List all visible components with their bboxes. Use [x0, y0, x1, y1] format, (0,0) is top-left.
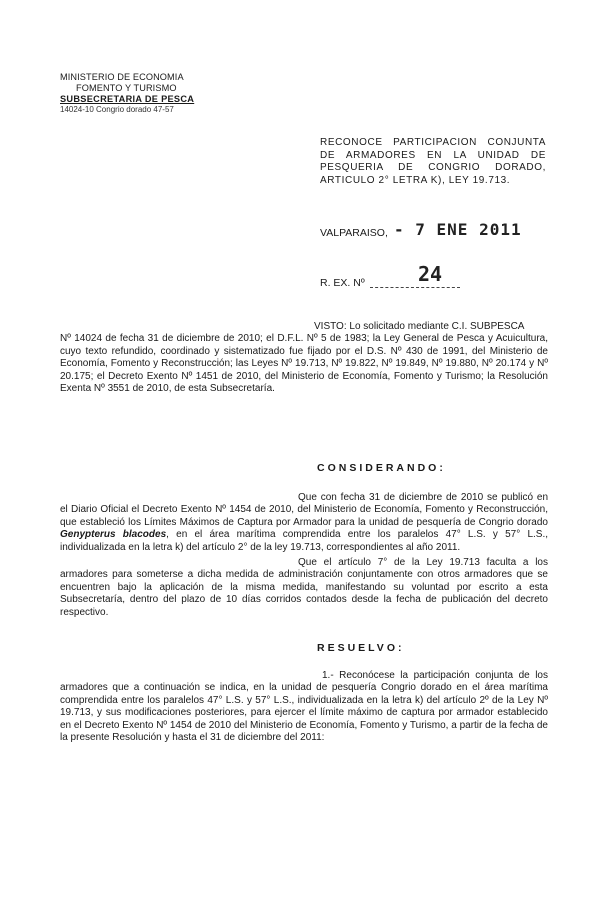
considerando-paragraph-2: [60, 557, 548, 619]
resolution-label: R. EX. Nº: [320, 277, 365, 289]
visto-lead: VISTO: Lo solicitado mediante C.I. SUBPESCA: [314, 321, 525, 332]
visto-text: Nº 14024 de fecha 31 de diciembre de 2010; el D.F.L. Nº 5 de 1983; la Ley General de Pesca y Acuicultura, cuyo texto refundido, coordinado y sistematizado fue fijado por el D.S. Nº 430 de 1991, del Ministerio de Economía, Fomento y Reconstrucción; las Leyes Nº 19.713, Nº 19.822, Nº 19.849, Nº 19.880, Nº 20.174 y Nº 20.175; el Decreto Exento Nº 1451 de 2010, del Ministerio de Economía, Fomento y Turismo; la Resolución Exenta Nº 3551 de 2010, de esta Subsecretaría.: [60, 333, 548, 395]
subsecretaria-name: SUBSECRETARIA DE PESCA: [60, 94, 195, 104]
considerando-p2: Que el artículo 7° de la Ley 19.713 faculta a los armadores para someterse a dicha medida de administración conjuntamente con otros armadores que se encuentren bajo la aplicación de la misma medida, manifestando su voluntad por escrito a esta Subsecretaría, dentro del plazo de 10 días corridos contados desde la fecha de publicación del decreto respectivo.: [60, 557, 548, 618]
visto-section: [60, 321, 548, 395]
document-title: RECONOCE PARTICIPACION CONJUNTA DE ARMADORES EN LA UNIDAD DE PESQUERIA DE CONGRIO DORADO, ARTICULO 2° LETRA K), LEY 19.713.: [320, 137, 546, 186]
species-name: Genypterus blacodes: [60, 529, 167, 541]
considerando-heading: CONSIDERANDO:: [317, 462, 446, 474]
file-reference: 14024-10 Congrio dorado 47-57: [60, 105, 174, 114]
resolution-number: 24: [418, 262, 443, 286]
ministry-name: MINISTERIO DE ECONOMIA: [60, 72, 184, 82]
resuelvo-heading: RESUELVO:: [317, 642, 405, 654]
ministry-subtitle: FOMENTO Y TURISMO: [76, 83, 177, 93]
place-city: VALPARAISO,: [320, 227, 388, 239]
resolution-underline: [370, 287, 460, 288]
date-stamp: - 7 ENE 2011: [394, 220, 522, 239]
resuelvo-paragraph-1: [60, 670, 548, 744]
considerando-p1-a: Que con fecha 31 de diciembre de 2010 se publicó en el Diario Oficial el Decreto Exento Nº 1454 de 2010, del Ministerio de Economía, Fomento y Reconstrucción, que estableció los Límites Máximos de Captura por Armador para la unidad de pesquería de Congrio dorado: [60, 492, 548, 528]
considerando-paragraph-1: [60, 492, 548, 554]
considerando-p1-b: , en el área marítima comprendida entre los paralelos 47° L.S. y 57° L.S., individualizada en la letra k) del artículo 2° de la ley 19.713, correspondientes al año 2011.: [60, 529, 549, 553]
ministry-header: [60, 72, 210, 115]
place-line: [320, 227, 388, 239]
resuelvo-p1: 1.- Reconócese la participación conjunta de los armadores que a continuación se indica, en la unidad de pesquería Congrio dorado en el área marítima comprendida entre los paralelos 47° L.S. y 57° L.S., individualizada en la letra k) del artículo 2º de la Ley Nº 19.713, y sus modificaciones posteriores, para ejercer el límite máximo de captura por armador establecido en el Decreto Exento Nº 1454 de 2010 del Ministerio de Economía, Fomento y Turismo, a partir de la fecha de la presente Resolución y hasta el 31 de diciembre del 2011:: [60, 670, 548, 744]
